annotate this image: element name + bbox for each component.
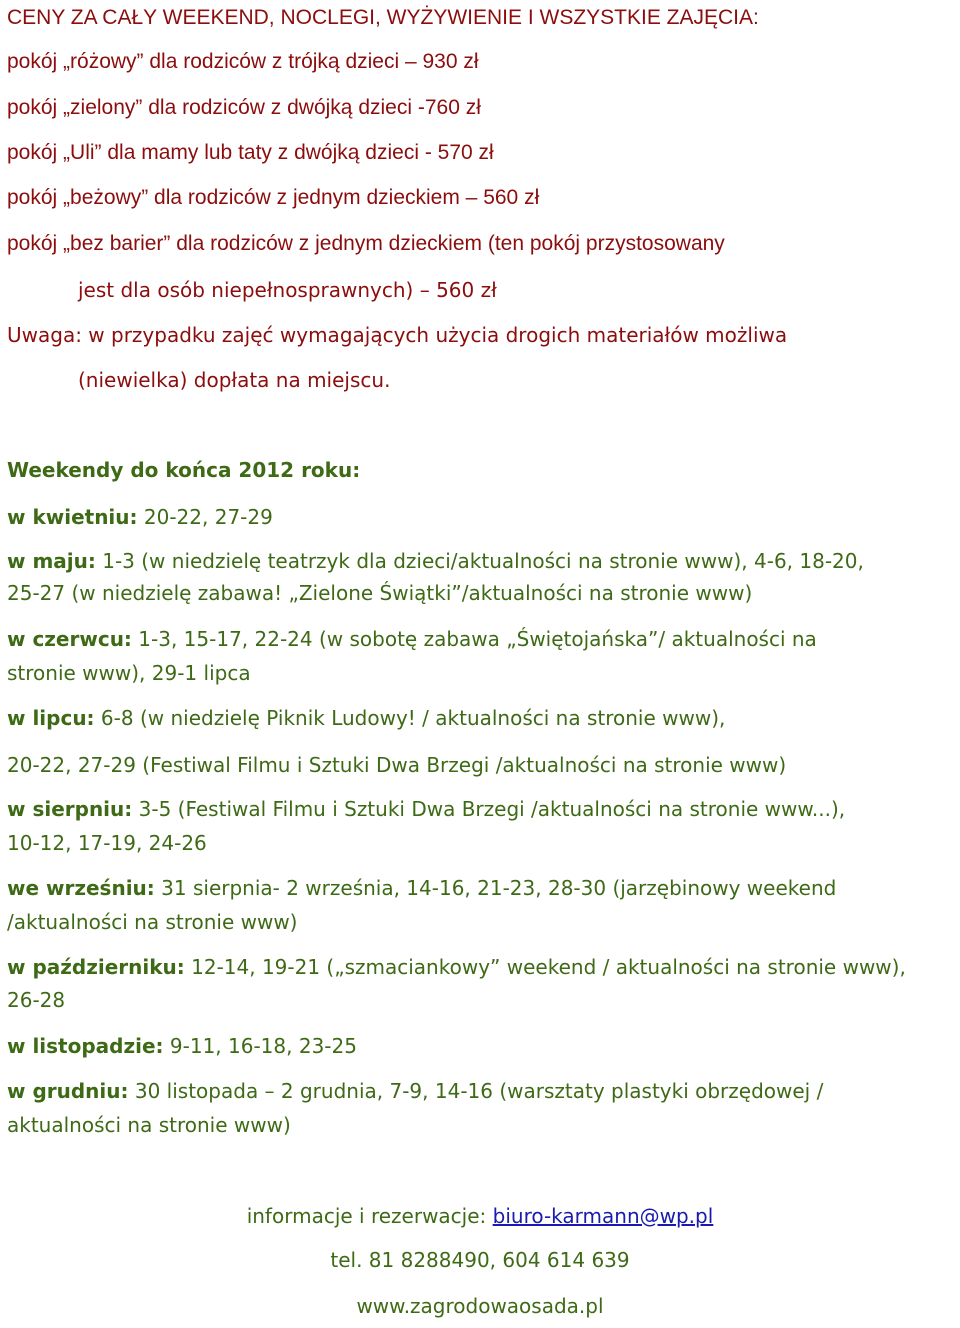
note-line-2: (niewielka) dopłata na miejscu.	[78, 368, 391, 392]
month-label: we wrześniu:	[7, 876, 155, 900]
note-line-1: Uwaga: w przypadku zajęć wymagających użycia drogich materiałów możliwa	[7, 323, 788, 347]
room-price-pink: pokój „różowy” dla rodziców z trójką dzieci – 930 zł	[7, 50, 479, 73]
september-line-2: /aktualności na stronie www)	[7, 910, 298, 934]
august-line-1: w sierpniu: 3-5 (Festiwal Filmu i Sztuki Dwa Brzegi /aktualności na stronie www...),	[7, 797, 846, 821]
month-label: w lipcu:	[7, 706, 95, 730]
weekends-heading: Weekendy do końca 2012 roku:	[7, 458, 361, 482]
september-line-1: we wrześniu: 31 sierpnia- 2 września, 14-16, 21-23, 28-30 (jarzębinowy weekend	[7, 876, 837, 900]
prices-heading: CENY ZA CAŁY WEEKEND, NOCLEGI, WYŻYWIENIE I WSZYSTKIE ZAJĘCIA:	[7, 6, 759, 29]
month-label: w sierpniu:	[7, 797, 133, 821]
room-price-accessible: pokój „bez barier” dla rodziców z jednym dzieckiem (ten pokój przystosowany	[7, 232, 725, 255]
month-label: w listopadzie:	[7, 1034, 164, 1058]
month-label: w czerwcu:	[7, 627, 132, 651]
room-price-green: pokój „zielony” dla rodziców z dwójką dzieci -760 zł	[7, 96, 481, 119]
august-line-2: 10-12, 17-19, 24-26	[7, 831, 207, 855]
july-line-2: 20-22, 27-29 (Festiwal Filmu i Sztuki Dwa Brzegi /aktualności na stronie www)	[7, 753, 787, 777]
october-line-1: w październiku: 12-14, 19-21 („szmaciankowy” weekend / aktualności na stronie www),	[7, 955, 906, 979]
june-line-1: w czerwcu: 1-3, 15-17, 22-24 (w sobotę zabawa „Świętojańska”/ aktualności na	[7, 627, 817, 651]
november-line: w listopadzie: 9-11, 16-18, 23-25	[7, 1034, 357, 1058]
month-label: w grudniu:	[7, 1079, 129, 1103]
room-price-uli: pokój „Uli” dla mamy lub taty z dwójką dzieci - 570 zł	[7, 141, 494, 164]
october-line-2: 26-28	[7, 988, 66, 1012]
december-line-1: w grudniu: 30 listopada – 2 grudnia, 7-9, 14-16 (warsztaty plastyki obrzędowej /	[7, 1079, 824, 1103]
phone-line: tel. 81 8288490, 604 614 639	[330, 1248, 630, 1272]
july-line-1: w lipcu: 6-8 (w niedzielę Piknik Ludowy! / aktualności na stronie www),	[7, 706, 726, 730]
june-line-2: stronie www), 29-1 lipca	[7, 661, 251, 685]
month-label: w maju:	[7, 549, 96, 573]
month-label: w kwietniu:	[7, 505, 138, 529]
april-line: w kwietniu: 20-22, 27-29	[7, 505, 273, 529]
contact-label: informacje i rezerwacje:	[246, 1204, 493, 1228]
room-price-accessible-cont: jest dla osób niepełnosprawnych) – 560 zł	[78, 278, 497, 302]
may-line-2: 25-27 (w niedzielę zabawa! „Zielone Świątki”/aktualności na stronie www)	[7, 581, 753, 605]
month-label: w październiku:	[7, 955, 185, 979]
room-price-beige: pokój „beżowy” dla rodziców z jednym dzieckiem – 560 zł	[7, 186, 540, 209]
website-line: www.zagrodowaosada.pl	[356, 1294, 604, 1318]
may-line-1: w maju: 1-3 (w niedzielę teatrzyk dla dzieci/aktualności na stronie www), 4-6, 18-20,	[7, 549, 864, 573]
contact-line	[0, 1204, 960, 1228]
december-line-2: aktualności na stronie www)	[7, 1113, 291, 1137]
email-link[interactable]: biuro-karmann@wp.pl	[492, 1204, 714, 1228]
